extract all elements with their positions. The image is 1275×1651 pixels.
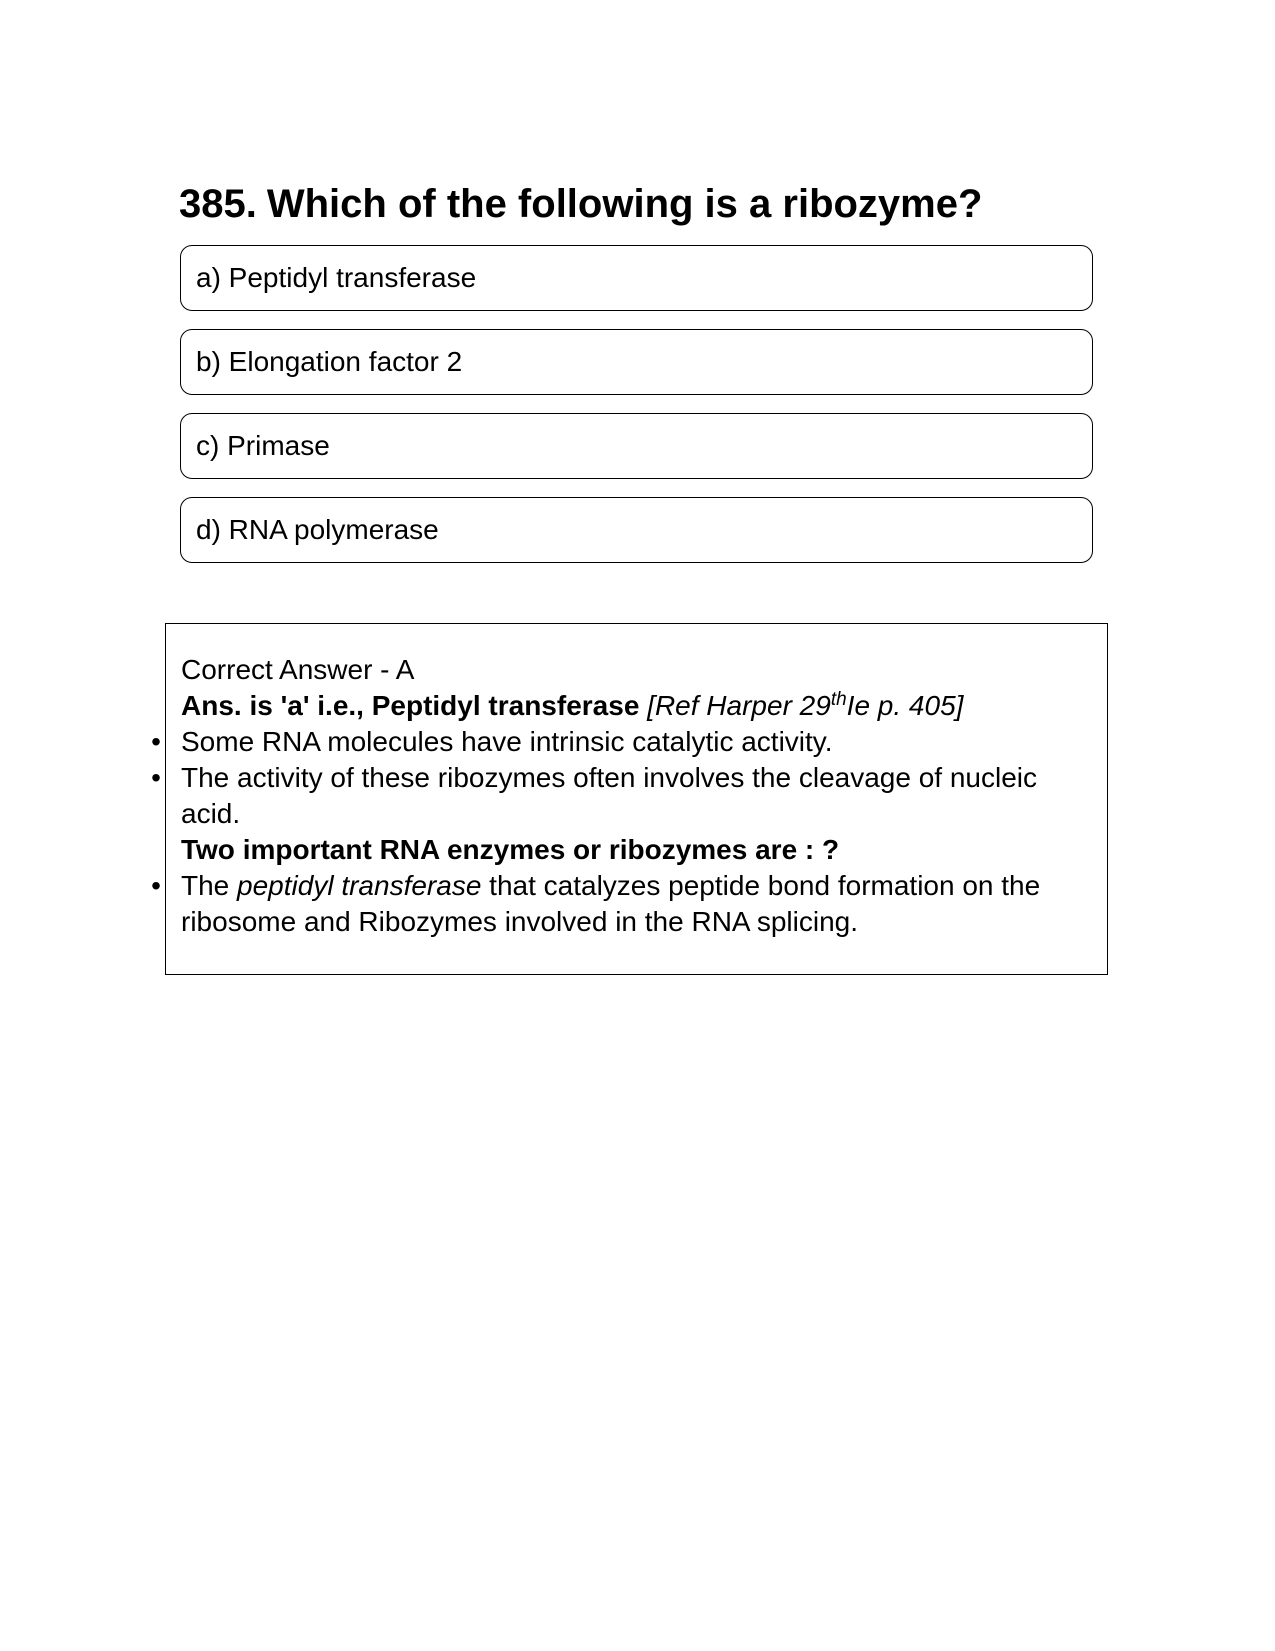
reference-suffix: Ie p. 405] <box>846 690 964 721</box>
bullet-text-1: Some RNA molecules have intrinsic catalytic activity. <box>181 726 833 757</box>
bullet-icon: • <box>151 870 161 901</box>
option-d[interactable] <box>180 497 1093 563</box>
option-c-label: c) Primase <box>196 430 330 461</box>
bullet-item-3 <box>151 868 1081 940</box>
reference-prefix: [Ref Harper 29 <box>647 690 831 721</box>
option-c[interactable] <box>180 413 1093 479</box>
option-a[interactable] <box>180 245 1093 311</box>
bullet-text-3-pre: The <box>181 870 230 901</box>
bullet-item-1 <box>151 724 1081 760</box>
bullet-icon: • <box>151 762 161 793</box>
question-text: Which of the following is a ribozyme? <box>266 182 983 226</box>
bullet-item-2 <box>151 760 1081 832</box>
question-number: 385. <box>179 182 257 226</box>
question-heading <box>179 178 982 230</box>
option-b-label: b) Elongation factor 2 <box>196 346 463 377</box>
reference-superscript: th <box>830 689 847 710</box>
bullet-text-2: The activity of these ribozymes often involves the cleavage of nucleic acid. <box>181 762 1037 829</box>
bullet-text-3-post: that catalyzes peptide bond formation on the ribosome and Ribozymes involved in the RNA splicing. <box>181 870 1041 937</box>
answer-bold-text: Ans. is 'a' i.e., Peptidyl transferase <box>181 690 640 721</box>
answer-explanation-line <box>181 688 1081 724</box>
answer-content <box>151 652 1081 940</box>
option-a-label: a) Peptidyl transferase <box>196 262 477 293</box>
option-d-label: d) RNA polymerase <box>196 514 439 545</box>
option-b[interactable] <box>180 329 1093 395</box>
bullet-icon: • <box>151 726 161 757</box>
reference <box>647 690 963 721</box>
correct-answer: Correct Answer - A <box>181 654 415 685</box>
subheading: Two important RNA enzymes or ribozymes are : ? <box>181 834 840 865</box>
bullet-text-3-italic: peptidyl transferase <box>237 870 482 901</box>
